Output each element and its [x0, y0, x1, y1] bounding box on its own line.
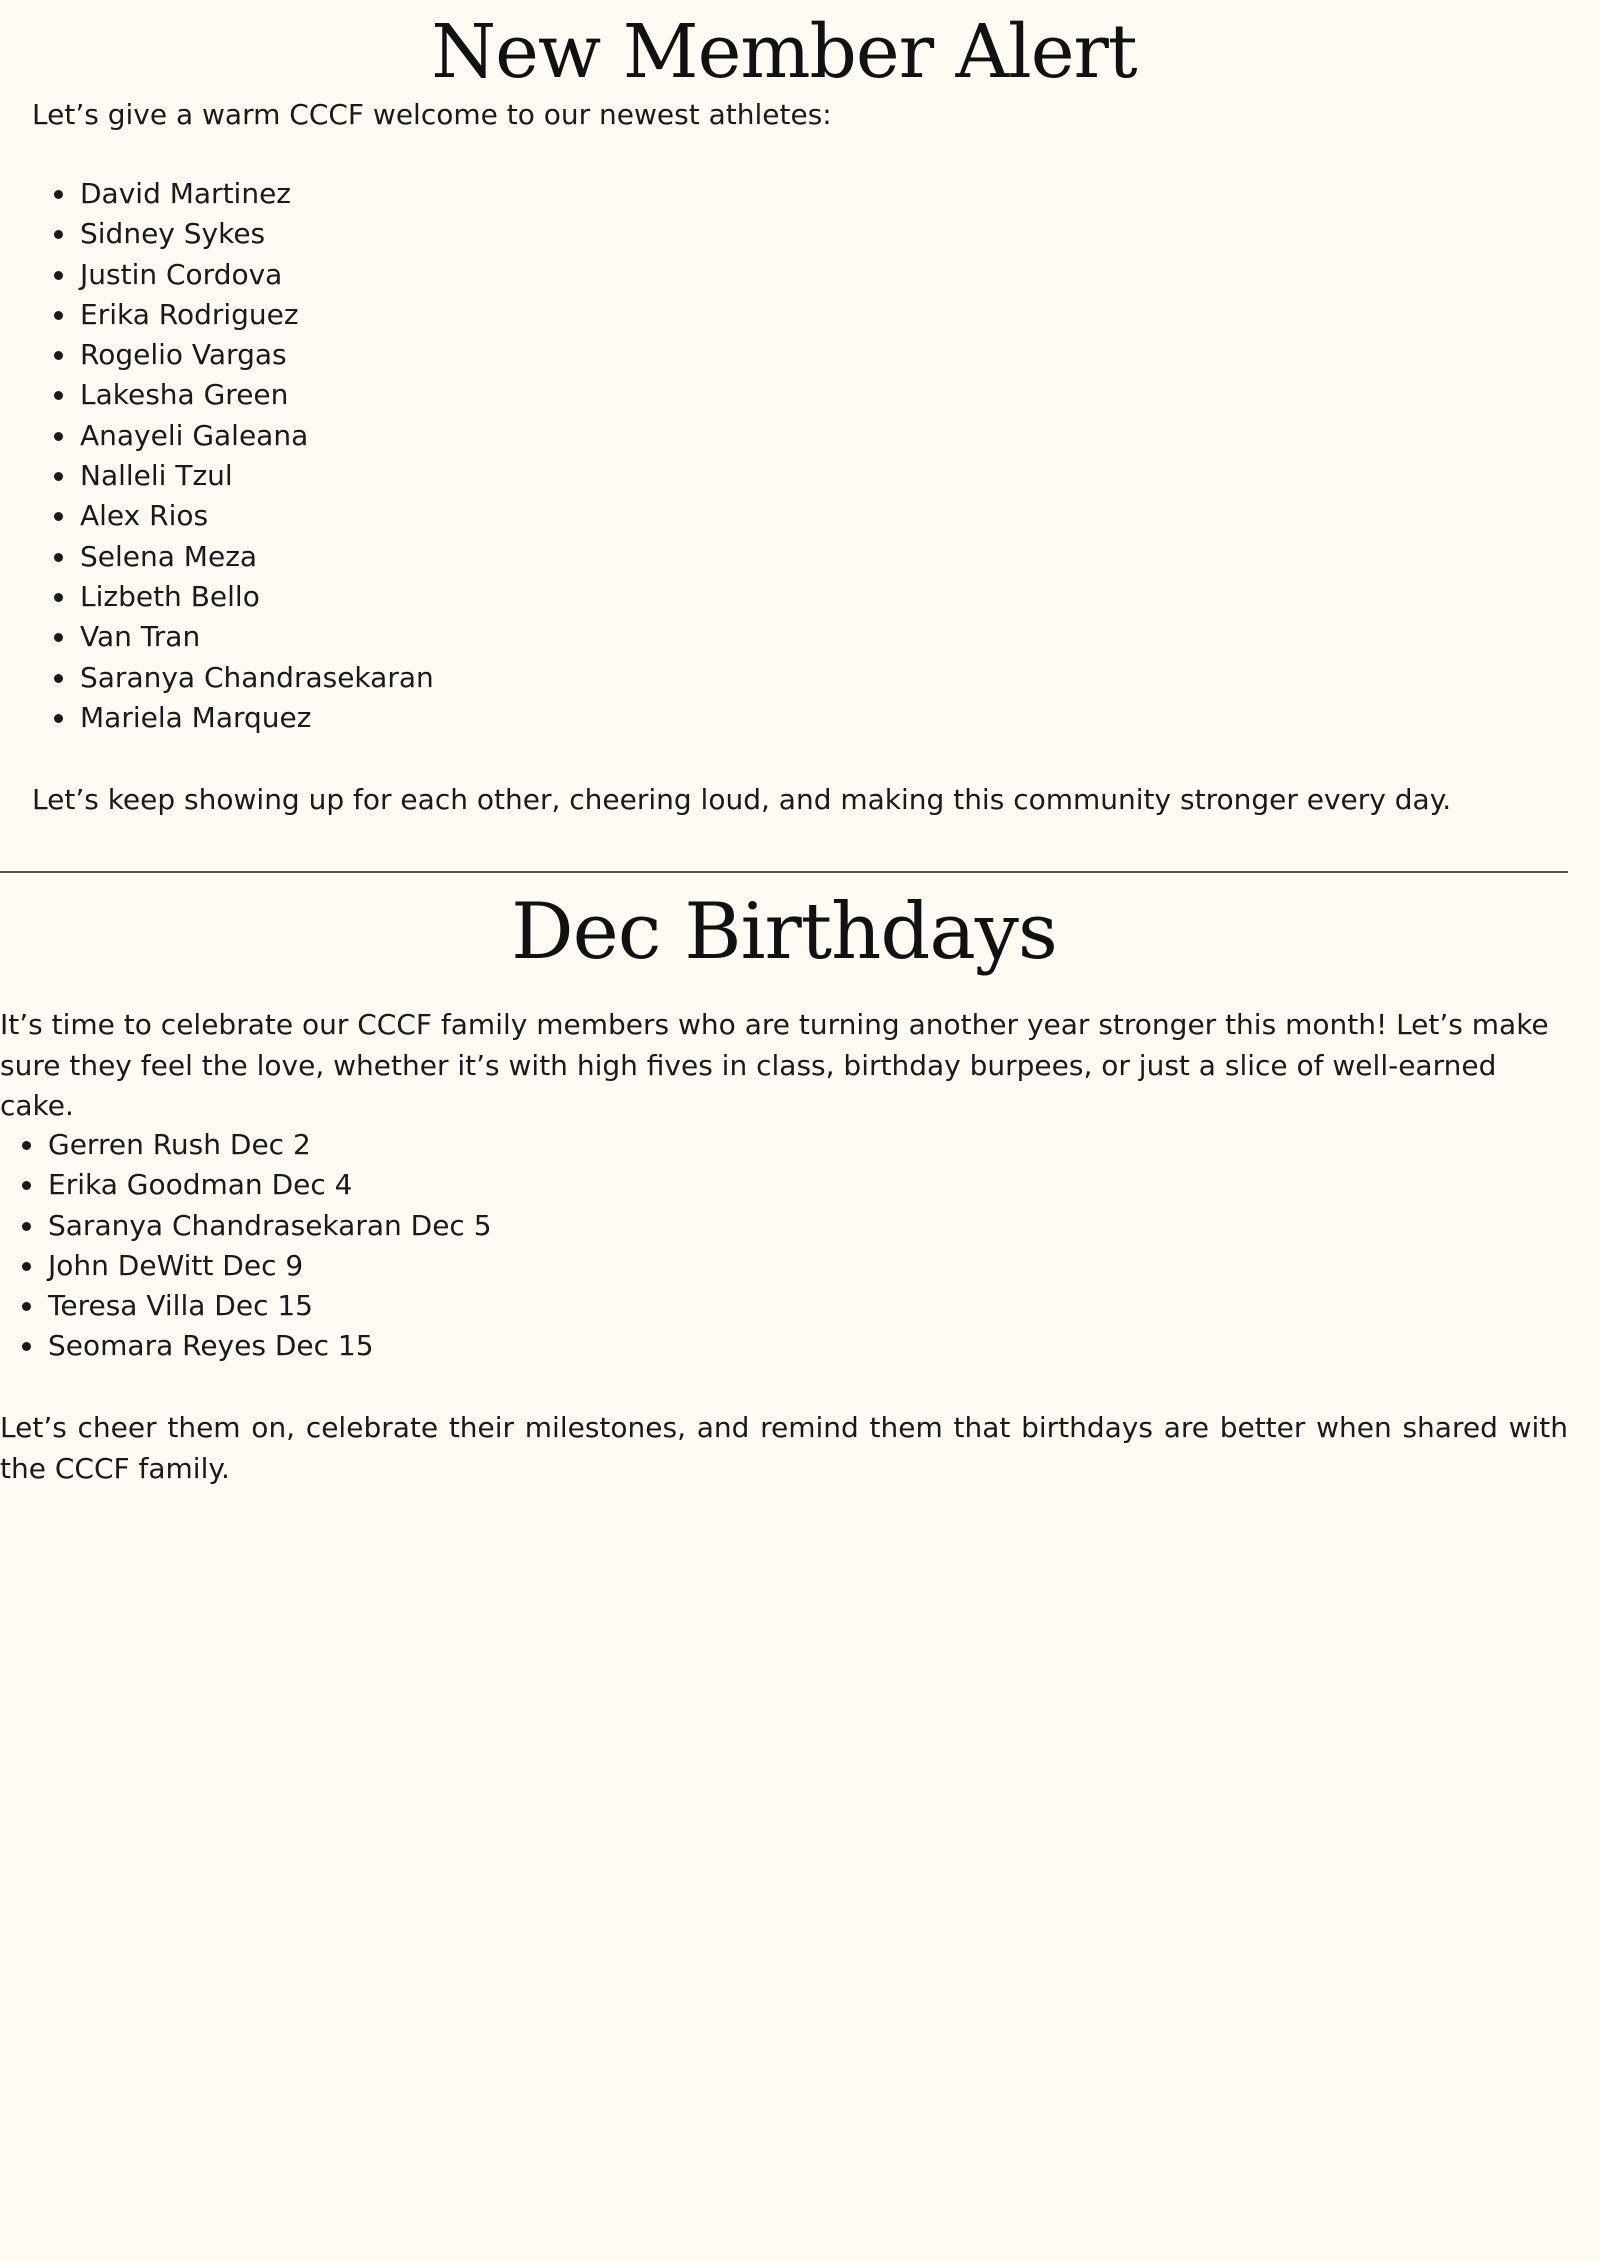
list-item: • John DeWitt Dec 9: [46, 1246, 492, 1286]
new-member-intro: Let’s give a warm CCCF welcome to our newest athletes:: [32, 98, 832, 131]
list-item: • Nalleli Tzul: [78, 456, 434, 496]
birthdays-intro: It’s time to celebrate our CCCF family members who are turning another year stronger this month! Let’s make sure they feel the love, whether it’s with high fives in class, birthday burpees, or just a slice of well-earned cake.: [0, 1008, 1549, 1122]
list-item: • Mariela Marquez: [78, 698, 434, 738]
list-item: • Justin Cordova: [78, 255, 434, 295]
list-item: • David Martinez: [78, 174, 434, 214]
new-member-alert-title: New Member Alert: [431, 9, 1137, 95]
list-item: • Seomara Reyes Dec 15: [46, 1326, 492, 1366]
birthday-list: [12, 1125, 492, 1367]
list-item: • Gerren Rush Dec 2: [46, 1125, 492, 1165]
list-item: • Rogelio Vargas: [78, 335, 434, 375]
birthdays-closing: Let’s cheer them on, celebrate their milestones, and remind them that birthdays are better when shared with the CCCF family.: [0, 1411, 1568, 1485]
list-item: • Anayeli Galeana: [78, 416, 434, 456]
list-item: • Van Tran: [78, 617, 434, 657]
list-item: • Lizbeth Bello: [78, 577, 434, 617]
list-item: • Erika Rodriguez: [78, 295, 434, 335]
list-item: • Erika Goodman Dec 4: [46, 1165, 492, 1205]
list-item: • Alex Rios: [78, 496, 434, 536]
new-member-closing: Let’s keep showing up for each other, cheering loud, and making this community stronger every day.: [32, 783, 1452, 816]
dec-birthdays-title: Dec Birthdays: [511, 887, 1057, 977]
list-item: • Sidney Sykes: [78, 214, 434, 254]
section-divider: [0, 871, 1568, 873]
list-item: • Lakesha Green: [78, 375, 434, 415]
list-item: • Saranya Chandrasekaran: [78, 658, 434, 698]
new-member-list: [44, 174, 434, 738]
list-item: • Selena Meza: [78, 537, 434, 577]
list-item: • Teresa Villa Dec 15: [46, 1286, 492, 1326]
list-item: • Saranya Chandrasekaran Dec 5: [46, 1206, 492, 1246]
